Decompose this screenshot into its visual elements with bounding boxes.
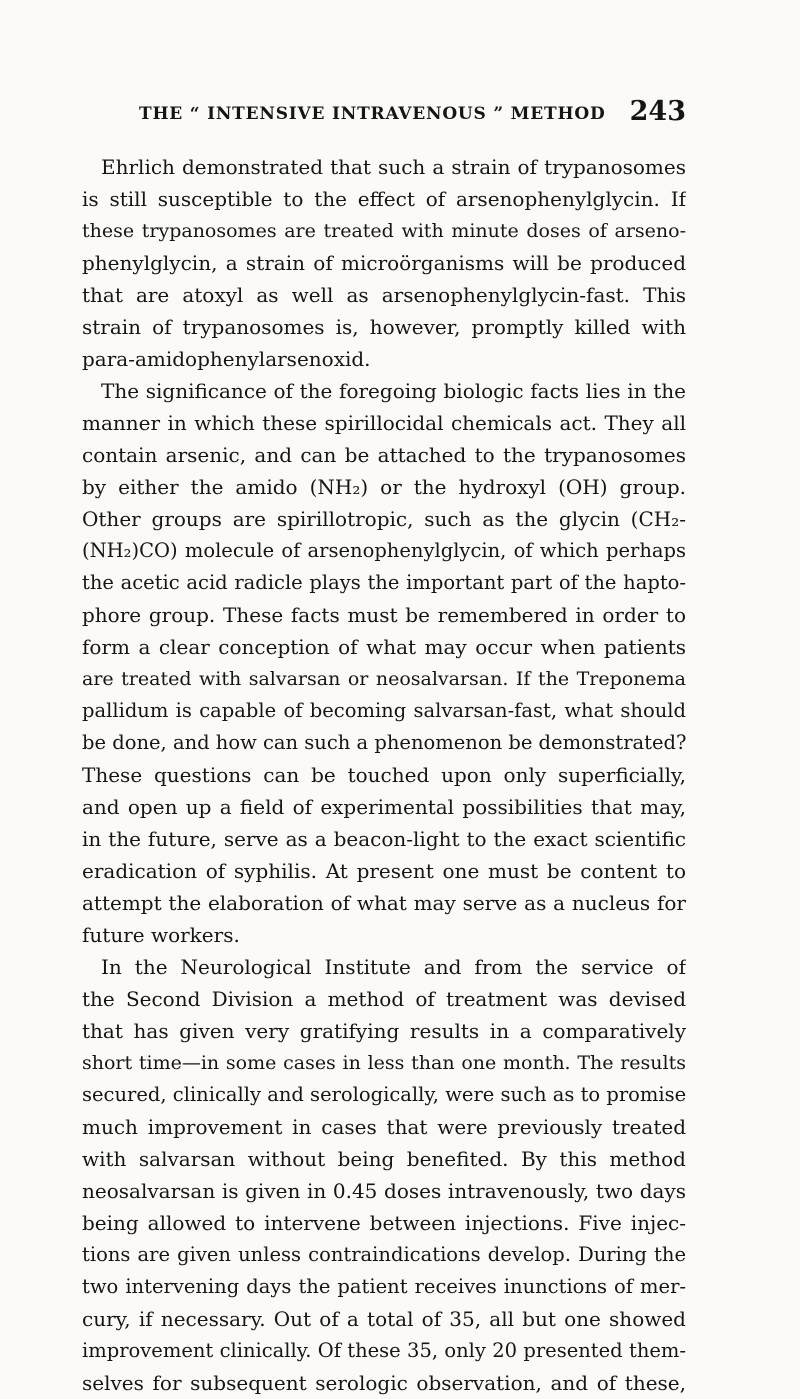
text-line: contain arsenic, and can be attached to the trypanosomes (82, 443, 686, 467)
text-line: manner in which these spirillocidal chemicals act. They all (82, 411, 686, 435)
text-line: form a clear conception of what may occur when patients (82, 635, 686, 659)
text-line: be done, and how can such a phenomenon be demonstrated? (82, 731, 686, 754)
text-line: two intervening days the patient receives inunctions of mer- (82, 1275, 686, 1298)
text-line: the Second Division a method of treatment was devised (82, 987, 686, 1011)
text-line: tions are given unless contraindications develop. During the (82, 1243, 686, 1266)
text-line: In the Neurological Institute and from the service of (101, 955, 686, 979)
running-head (82, 96, 686, 132)
text-line: by either the amido (NH₂) or the hydroxyl (OH) group. (82, 475, 686, 499)
text-line: with salvarsan without being benefited. By this method (82, 1147, 686, 1171)
text-line: eradication of syphilis. At present one must be content to (82, 859, 686, 883)
text-line: that are atoxyl as well as arsenophenylglycin-fast. This (82, 283, 686, 307)
text-line: is still susceptible to the effect of arsenophenylglycin. If (82, 187, 686, 211)
text-line: neosalvarsan is given in 0.45 doses intravenously, two days (82, 1179, 686, 1203)
text-line: strain of trypanosomes is, however, promptly killed with (82, 315, 686, 339)
body-text (82, 151, 686, 1399)
text-line: short time—in some cases in less than one month. The results (82, 1052, 686, 1074)
text-line: attempt the elaboration of what may serve as a nucleus for (82, 891, 686, 915)
text-line: that has given very gratifying results in a comparatively (82, 1019, 686, 1043)
text-line: pallidum is capable of becoming salvarsan-fast, what should (82, 699, 686, 722)
text-line: secured, clinically and serologically, were such as to promise (82, 1083, 686, 1106)
text-line: cury, if necessary. Out of a total of 35, all but one showed (82, 1307, 686, 1331)
text-line: Ehrlich demonstrated that such a strain of trypanosomes (101, 155, 686, 179)
text-line: These questions can be touched upon only superficially, (82, 763, 686, 787)
text-line: phore group. These facts must be remembered in order to (82, 603, 686, 627)
text-line: selves for subsequent serologic observation, and of these, (82, 1371, 686, 1395)
text-line: much improvement in cases that were previously treated (82, 1115, 686, 1139)
text-line: para-amidophenylarsenoxid. (82, 347, 371, 371)
text-line: these trypanosomes are treated with minute doses of arseno- (82, 220, 686, 242)
text-line: Other groups are spirillotropic, such as the glycin (CH₂- (82, 507, 686, 531)
text-line: being allowed to intervene between injections. Five injec- (82, 1211, 686, 1235)
text-line: phenylglycin, a strain of microörganisms will be produced (82, 251, 686, 275)
text-line: are treated with salvarsan or neosalvarsan. If the Treponema (82, 668, 686, 690)
text-line: future workers. (82, 923, 240, 947)
text-line: and open up a field of experimental possibilities that may, (82, 795, 686, 819)
text-line: (NH₂)CO) molecule of arsenophenylglycin, of which perhaps (82, 539, 686, 562)
text-line: the acetic acid radicle plays the important part of the hapto- (82, 571, 686, 594)
page-number: 243 (629, 96, 686, 127)
running-title: THE “ INTENSIVE INTRAVENOUS ” METHOD (139, 104, 606, 124)
text-line: in the future, serve as a beacon-light to the exact scientific (82, 827, 686, 851)
text-line: The significance of the foregoing biologic facts lies in the (101, 379, 686, 403)
text-line: improvement clinically. Of these 35, only 20 presented them- (82, 1339, 686, 1362)
